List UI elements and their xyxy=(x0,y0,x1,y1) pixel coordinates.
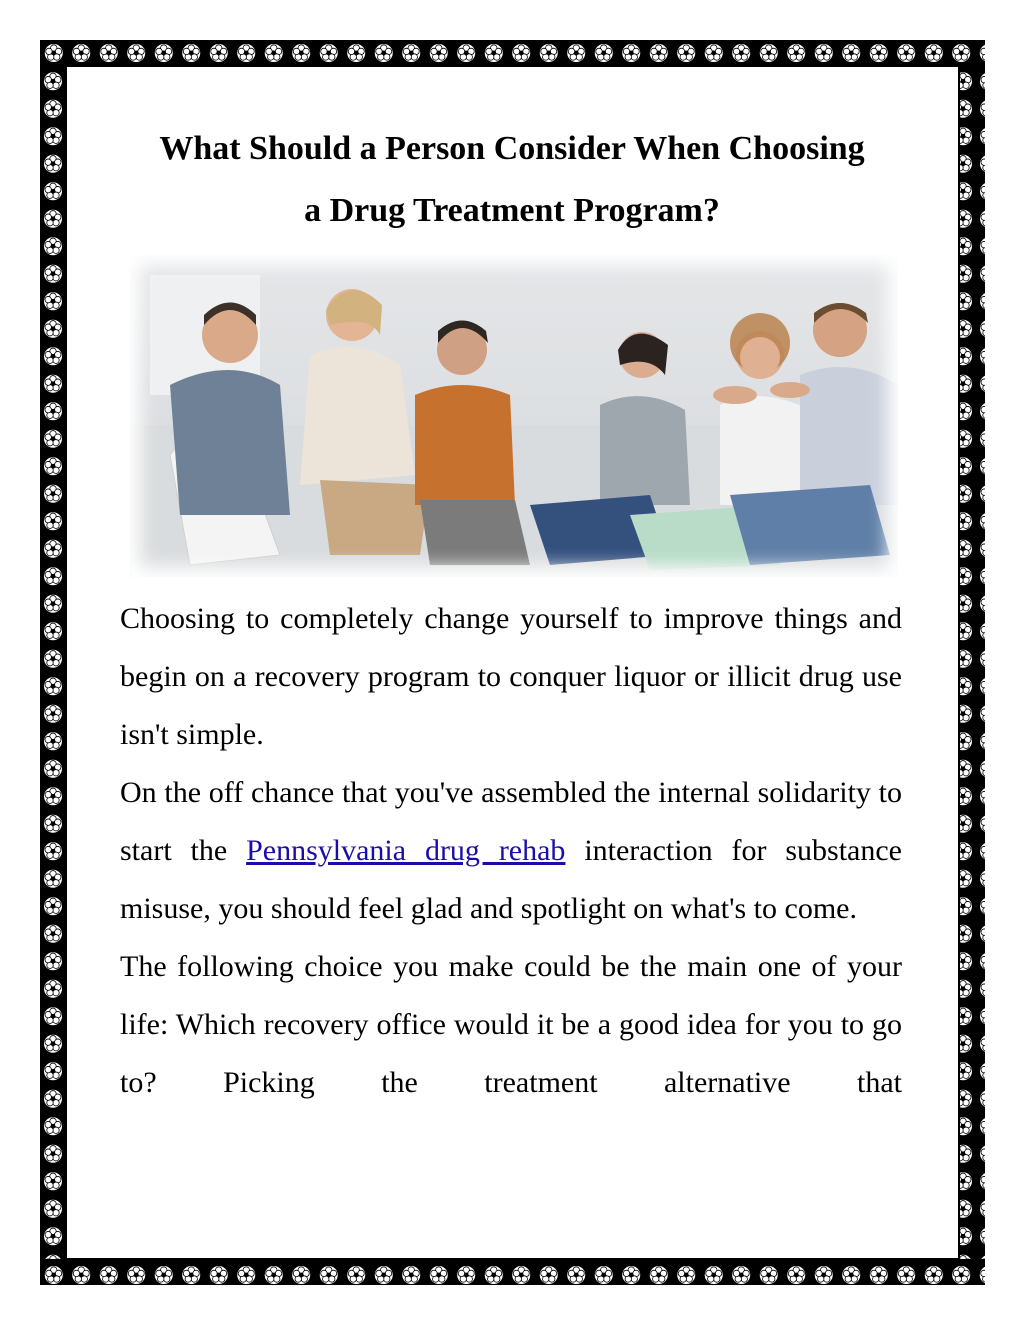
group-therapy-photo xyxy=(130,255,898,577)
page-title xyxy=(110,118,914,242)
paragraph-1: Choosing to completely change yourself to improve things and begin on a recovery program to conquer liquor or illicit drug use isn't simple. xyxy=(120,602,902,751)
pennsylvania-drug-rehab-link[interactable]: Pennsylvania drug rehab xyxy=(246,834,566,867)
title-line-1: What Should a Person Consider When Choosing xyxy=(159,130,865,167)
paragraph-3: The following choice you make could be the main one of your life: Which recovery office would it be a good idea for you to go to? Picking the treatment alternative that xyxy=(120,950,902,1099)
paragraph-2-after: interaction for substance misuse, you should feel glad and spotlight on what's to come. xyxy=(120,834,902,925)
paragraph-2 xyxy=(120,764,902,938)
paragraph-2-before: On the off chance that you've assembled the internal solidarity to start the xyxy=(120,776,902,867)
article-body xyxy=(120,590,902,1112)
title-line-2: a Drug Treatment Program? xyxy=(304,192,720,229)
